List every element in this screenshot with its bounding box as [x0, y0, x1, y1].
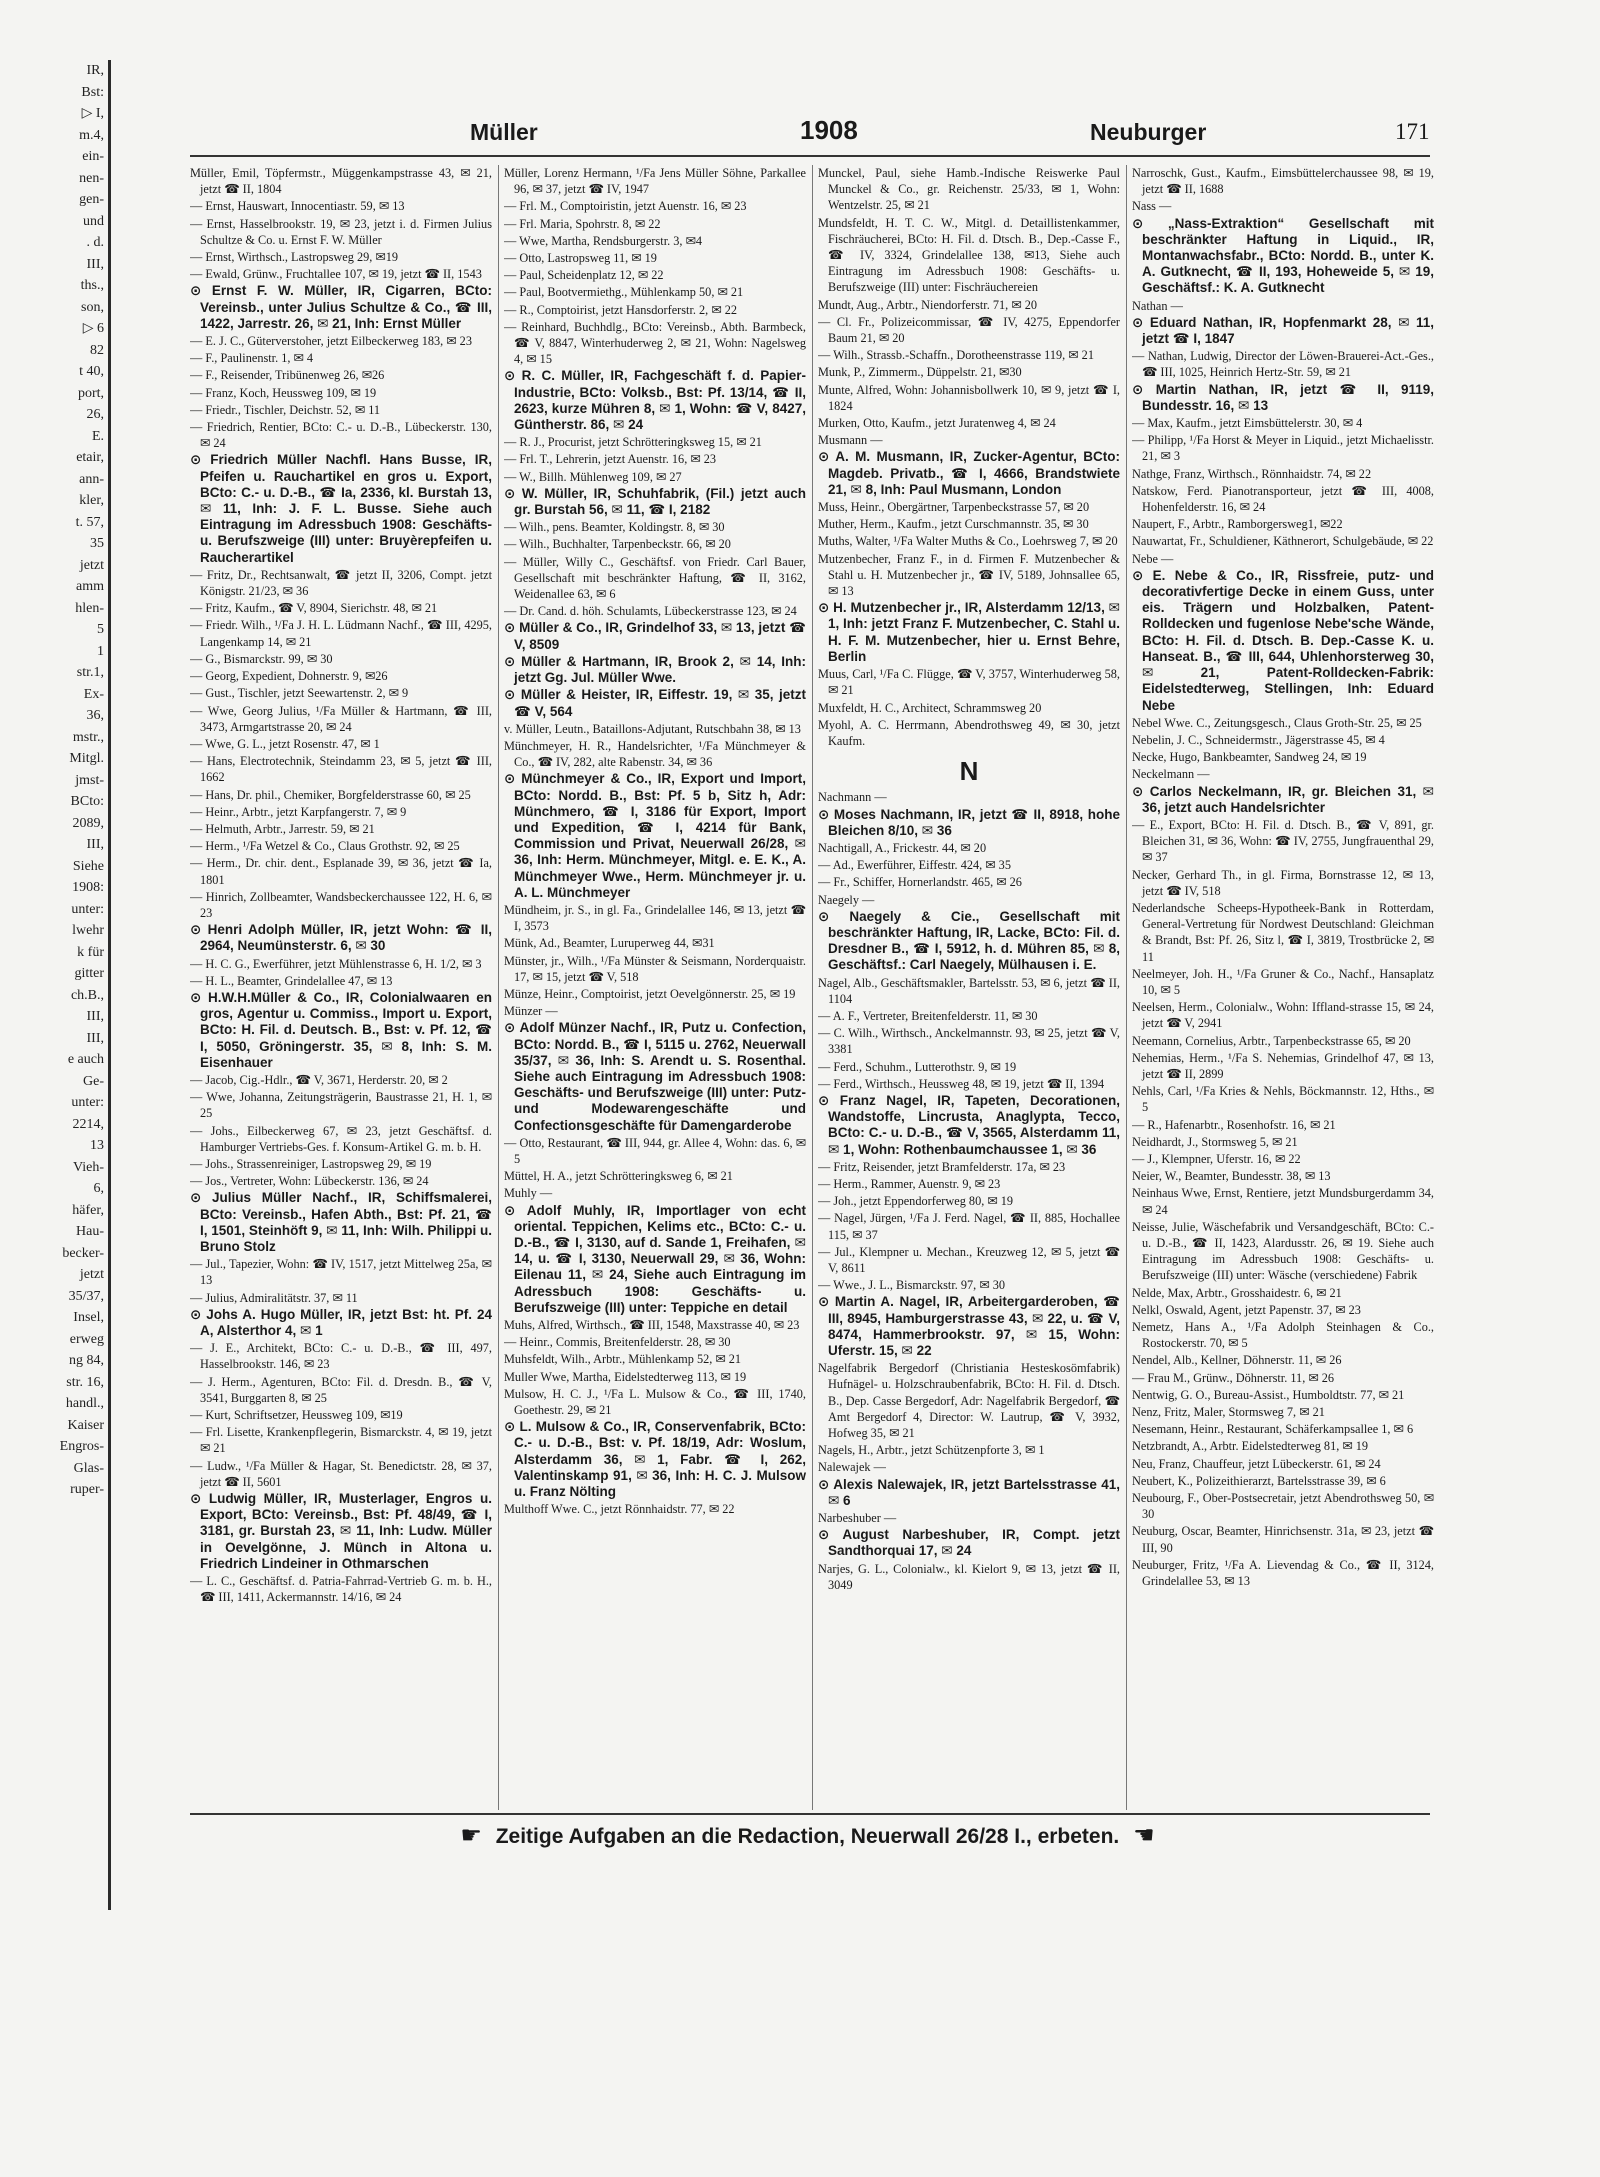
directory-entry: Netzbrandt, A., Arbtr. Eidelstedterweg 81, ✉ 19 [1132, 1439, 1369, 1454]
firm-entry: ⊙ Martin A. Nagel, IR, Arbeitergarderoben, ☎ III, 8945, Hamburgerstrasse 43, ✉ 22, u. ☎ V, 8474, Hammerbrookstr. 97, ✉ 15, Wohn: Uferstr. 15, ✉ 22 [818, 1294, 1120, 1359]
directory-entry: Nagels, H., Arbtr., jetzt Schützenpforte 3, ✉ 1 [818, 1443, 1045, 1458]
directory-entry: — Fritz, Kaufm., ☎ V, 8904, Sierichstr. 48, ✉ 21 [190, 601, 438, 616]
firm-entry: ⊙ H. Mutzenbecher jr., IR, Alsterdamm 12/13, ✉ 1, Inh: jetzt Franz F. Mutzenbecher, C. Stahl u. H. F. M. Mutzenbecher, hier u. Ernst Behre, Berlin [818, 600, 1120, 664]
header-rule [190, 155, 1430, 157]
directory-entry: — Frl. Lisette, Krankenpflegerin, Bismarckstr. 4, ✉ 19, jetzt ✉ 21 [190, 1425, 492, 1456]
margin-fragment: e auch [67, 1052, 104, 1067]
directory-entry: — Herm., Rammer, Auenstr. 9, ✉ 23 [818, 1176, 1001, 1191]
directory-entry: Neemann, Cornelius, Arbtr., Tarpenbeckstrasse 65, ✉ 20 [1132, 1033, 1411, 1048]
firm-entry: ⊙ R. C. Müller, IR, Fachgeschäft f. d. Papier-Industrie, BCto: Volksb., Bst: Pf. 13/14, ☎ II, 2623, kurze Mühren 8, ✉ 1, Wohn: ☎ V, 8427, Güntherstr. 86, ✉ 24 [504, 368, 806, 433]
firm-entry: ⊙ Eduard Nathan, IR, Hopfenmarkt 28, ✉ 11, jetzt ☎ I, 1847 [1132, 314, 1434, 347]
directory-entry: — Nagel, Jürgen, ¹/Fa J. Ferd. Nagel, ☎ II, 885, Hochallee 115, ✉ 37 [818, 1211, 1120, 1242]
directory-entry: Muther, Herm., Kaufm., jetzt Curschmannstr. 35, ✉ 30 [818, 517, 1089, 532]
margin-fragment: 1908: [72, 880, 104, 895]
directory-entry: — E. J. C., Güterverstoher, jetzt Eilbeckerweg 183, ✉ 23 [190, 334, 472, 349]
directory-entry: — Philipp, ¹/Fa Horst & Meyer in Liquid., jetzt Michaelisstr. 21, ✉ 3 [1132, 433, 1434, 464]
directory-entry: Müttel, H. A., jetzt Schrötteringksweg 6, ✉ 21 [504, 1169, 733, 1184]
header-last-entry: Neuburger [1090, 119, 1207, 145]
firm-entry: ⊙ Ernst F. W. Müller, IR, Cigarren, BCto: Vereinsb., unter Julius Schultze & Co., ☎ III, 1422, Jarrestr. 26, ✉ 21, Inh: Ernst Müller [190, 283, 492, 331]
directory-entry: Munckel, Paul, siehe Hamb.-Indische Reiswerke Paul Munckel & Co., gr. Reichenstr. 25/33, ✉ 1, Wohn: Wentzelstr. 25, ✉ 21 [818, 166, 1120, 213]
directory-entry: — J., Klempner, Uferstr. 16, ✉ 22 [1132, 1151, 1301, 1166]
directory-entry: Muus, Carl, ¹/Fa C. Flügge, ☎ V, 3757, Winterhuderweg 58, ✉ 21 [818, 667, 1120, 698]
directory-entry: Neinhaus Wwe, Ernst, Rentiere, jetzt Mundsburgerdamm 34, ✉ 24 [1132, 1186, 1434, 1217]
margin-fragment: kler, [79, 493, 104, 508]
margin-fragment: mstr., [72, 729, 104, 745]
directory-entry: Nathan — [1132, 298, 1183, 313]
directory-entry: — Heinr., Commis, Breitenfelderstr. 28, ✉ 30 [504, 1335, 731, 1350]
directory-entry: Nelde, Max, Arbtr., Grosshaidestr. 6, ✉ 21 [1132, 1285, 1342, 1300]
directory-entry: — J. Herm., Agenturen, BCto: Fil. d. Dresdn. B., ☎ V, 3541, Burggarten 8, ✉ 25 [190, 1374, 492, 1405]
directory-entry: — Jul., Klempner u. Mechan., Kreuzweg 12, ✉ 5, jetzt ☎ V, 8611 [818, 1244, 1120, 1275]
margin-fragment: 1 [97, 643, 104, 659]
margin-fragment: 35 [90, 536, 104, 551]
margin-fragment: t 40, [79, 364, 104, 379]
firm-entry: ⊙ Henri Adolph Müller, IR, jetzt Wohn: ☎ II, 2964, Neumünsterstr. 6, ✉ 30 [190, 922, 492, 954]
margin-fragment: III, [86, 1009, 104, 1024]
directory-entry: — Ferd., Schuhm., Lutterothstr. 9, ✉ 19 [818, 1059, 1017, 1074]
margin-fragment: Bst: [81, 84, 104, 100]
margin-fragment: hlen- [75, 600, 104, 616]
directory-entry: — Reinhard, Buchhdlg., BCto: Vereinsb., Abth. Barmbeck, ☎ V, 8847, Winterhuderweg 2, ✉ 21, Wohn: Nagelsweg 4, ✉ 15 [504, 319, 806, 367]
directory-entry: — W., Billh. Mühlenweg 109, ✉ 27 [504, 469, 682, 484]
directory-entry: Nelkl, Oswald, Agent, jetzt Papenstr. 37, ✉ 23 [1132, 1302, 1361, 1317]
page-number: 171 [1395, 119, 1430, 144]
directory-entry: — Max, Kaufm., jetzt Eimsbüttelerstr. 30, ✉ 4 [1132, 416, 1363, 431]
directory-entry: Nentwig, G. O., Bureau-Assist., Humboldtstr. 77, ✉ 21 [1132, 1387, 1405, 1402]
directory-entry: — F., Reisender, Tribünenweg 26, ✉26 [190, 368, 385, 383]
directory-entry: — Friedr. Wilh., ¹/Fa J. H. L. Lüdmann Nachf., ☎ III, 4295, Langenkamp 14, ✉ 21 [190, 618, 492, 649]
directory-entry: — Julius, Admiralitätstr. 37, ✉ 11 [190, 1290, 358, 1305]
directory-entry: Neckelmann — [1132, 767, 1210, 782]
firm-entry: ⊙ Franz Nagel, IR, Tapeten, Decorationen, Wandstoffe, Lincrusta, Anaglypta, Tecco, BCto: C.- u. D.-B., ☎ V, 3565, Alsterdamm 11, ✉ 1, Wohn: Rothenbaumchaussee 1, ✉ 36 [818, 1092, 1120, 1157]
margin-fragment: ein- [82, 149, 104, 164]
directory-entry: Nehemias, Herm., ¹/Fa S. Nehemias, Grindelhof 47, ✉ 13, jetzt ☎ II, 2899 [1132, 1050, 1434, 1081]
margin-fragment: Siehe [72, 858, 104, 874]
margin-fragment: jmst- [75, 772, 104, 788]
directory-entry: — Kurt, Schriftsetzer, Heussweg 109, ✉19 [190, 1408, 403, 1423]
directory-entry: — Wilh., Buchhalter, Tarpenbeckstr. 66, ✉ 20 [504, 537, 731, 552]
firm-entry: ⊙ August Narbeshuber, IR, Compt. jetzt Sandthorquai 17, ✉ 24 [818, 1527, 1120, 1559]
firm-entry: ⊙ Ludwig Müller, IR, Musterlager, Engros u. Export, BCto: Vereinsb., Bst: Pf. 48/49, ☎ I, 3181, gr. Burstah 23, ✉ 11, Inh: Ludw. Müller in Oevelgönne, J. Münch in Altona u. Friedrich Lindeiner in Othmarschen [190, 1491, 492, 1571]
directory-entry: Mulsow, H. C. J., ¹/Fa L. Mulsow & Co., ☎ III, 1740, Goethestr. 29, ✉ 21 [504, 1386, 806, 1418]
directory-entry: Neelmeyer, Joh. H., ¹/Fa Gruner & Co., Nachf., Hansaplatz 10, ✉ 5 [1132, 966, 1434, 997]
margin-fragment: III, [86, 837, 104, 852]
directory-entry: Nass — [1132, 199, 1172, 214]
directory-entry: Nebelin, J. C., Schneidermstr., Jägerstrasse 45, ✉ 4 [1132, 732, 1385, 747]
margin-fragment: son, [81, 299, 104, 315]
directory-entry: — R. J., Procurist, jetzt Schrötteringksweg 15, ✉ 21 [504, 435, 762, 450]
directory-entry: — H. L., Beamter, Grindelallee 47, ✉ 13 [190, 973, 393, 988]
margin-fragment: ng 84, [69, 1353, 104, 1368]
directory-entry: — Herm., ¹/Fa Wetzel & Co., Claus Grothstr. 92, ✉ 25 [190, 839, 460, 854]
margin-fragment: Vieh- [72, 1159, 104, 1175]
firm-entry: ⊙ Alexis Nalewajek, IR, jetzt Bartelsstrasse 41, ✉ 6 [818, 1476, 1120, 1508]
margin-fragment: ▷ I, [81, 106, 104, 121]
margin-fragment: III, [86, 1030, 104, 1046]
directory-entry: — L. C., Geschäftsf. d. Patria-Fahrrad-Vertrieb G. m. b. H., ☎ III, 1411, Ackermannstr. 14/16, ✉ 24 [190, 1574, 492, 1605]
margin-fragment: amm [76, 579, 104, 594]
directory-entry: — Ad., Ewerführer, Eiffestr. 424, ✉ 35 [818, 858, 1011, 873]
margin-fragment: E. [91, 428, 104, 444]
directory-entry: Mündheim, jr. S., in gl. Fa., Grindelallee 146, ✉ 13, jetzt ☎ I, 3573 [504, 902, 806, 934]
entry-columns [190, 165, 1434, 1810]
margin-fragment: handl., [65, 1396, 104, 1411]
directory-entry: Müller, Emil, Töpfermstr., Müggenkampstrasse 43, ✉ 21, jetzt ☎ II, 1804 [190, 166, 492, 197]
directory-entry: — Frau M., Grünw., Döhnerstr. 11, ✉ 26 [1132, 1370, 1335, 1385]
margin-fragment: str. 16, [66, 1374, 104, 1390]
directory-entry: — Friedrich, Rentier, BCto: C.- u. D.-B., Lübeckerstr. 130, ✉ 24 [190, 420, 492, 451]
margin-fragment: ch.B., [70, 987, 104, 1003]
directory-entry: Mundsfeldt, H. T. C. W., Mitgl. d. Detaillistenkammer, Fischräucherei, BCto: H. Fil. d. Dtsch. B., Dep.-Casse F., ☎ IV, 3324, Grindelallee 138, ✉13, Siehe auch Eintragung im Adressbuch 1908: Geschäfts- u. Berufszweige (III) unter: Fischräuchereien [818, 215, 1120, 295]
margin-fragment: ann- [79, 471, 104, 487]
directory-entry: — Wilh., pens. Beamter, Koldingstr. 8, ✉ 30 [504, 520, 725, 535]
firm-entry: ⊙ Moses Nachmann, IR, jetzt ☎ II, 8918, hohe Bleichen 8/10, ✉ 36 [818, 806, 1120, 838]
directory-entry: — Gust., Tischler, jetzt Seewartenstr. 2, ✉ 9 [190, 686, 409, 701]
directory-entry: — Jacob, Cig.-Hdlr., ☎ V, 3671, Herderstr. 20, ✉ 2 [190, 1072, 448, 1087]
firm-entry: ⊙ Martin Nathan, IR, jetzt ☎ II, 9119, Bundesstr. 16, ✉ 13 [1132, 381, 1434, 413]
directory-entry: Naupert, F., Arbtr., Ramborgersweg1, ✉22 [1132, 517, 1343, 532]
directory-entry: Nesemann, Heinr., Restaurant, Schäferkampsallee 1, ✉ 6 [1132, 1422, 1414, 1437]
directory-entry: Nederlandsche Scheeps-Hypotheek-Bank in Rotterdam, General-Vertretung für Nordwest Deutschland: Gleichman & Brandt, Bst: Pf. 26, Sitz l, ☎ I, 3819, Trostbrücke 2, ✉ 11 [1132, 900, 1434, 964]
firm-entry: ⊙ Müller & Hartmann, IR, Brook 2, ✉ 14, Inh: jetzt Gg. Jul. Müller Wwe. [504, 653, 806, 686]
margin-fragment: BCto: [70, 794, 104, 809]
margin-fragment: Hau- [76, 1224, 104, 1239]
margin-fragment: etair, [76, 450, 104, 465]
running-head [180, 113, 1435, 153]
column-4 [1132, 165, 1434, 1810]
column-divider [498, 165, 499, 1810]
firm-entry: ⊙ Müller & Co., IR, Grindelhof 33, ✉ 13, jetzt ☎ V, 8509 [504, 620, 806, 652]
directory-entry: Nemetz, Hans A., ¹/Fa Adolph Steinhagen & Co., Rostockerstr. 70, ✉ 5 [1132, 1320, 1434, 1351]
firm-entry: ⊙ L. Mulsow & Co., IR, Conservenfabrik, BCto: C.- u. D.-B., Bst: v. Pf. 18/19, Adr: Woslum, Alsterdamm 36, ✉ 1, Fabr. ☎ I, 262, Valentinskamp 91, ✉ 36, Inh: H. C. J. Mulsow u. Franz Nölting [504, 1419, 806, 1500]
directory-entry: — Hans, Dr. phil., Chemiker, Borgfelderstrasse 60, ✉ 25 [190, 787, 471, 802]
firm-entry: ⊙ Adolf Muhly, IR, Importlager von echt oriental. Teppichen, Kelims etc., BCto: C.- u. D.-B., ☎ I, 3130, auf d. Sande 1, Freihafen, ✉ 14, u. ☎ I, 3130, Neuerwall 29, ✉ 36, Wohn: Eilenau 11, ✉ 24, Siehe auch Eintragung im Adressbuch 1908: Geschäfts- u. Berufszweige (III) unter: Teppiche en detail [504, 1202, 806, 1315]
directory-entry: — C. Wilh., Wirthsch., Anckelmannstr. 93, ✉ 25, jetzt ☎ V, 3381 [818, 1026, 1120, 1057]
directory-entry: — Johs., Strassenreiniger, Lastropsweg 29, ✉ 19 [190, 1156, 432, 1171]
footer-text: Zeitige Aufgaben an die Redaction, Neuerwall 26/28 I., erbeten. [495, 1825, 1120, 1848]
directory-entry: Nachmann — [818, 790, 887, 805]
directory-entry: — Franz, Koch, Heussweg 109, ✉ 19 [190, 385, 377, 400]
margin-fragment: 2214, [72, 1116, 104, 1132]
margin-fragment: Mitgl. [69, 751, 104, 766]
directory-entry: — Paul, Scheidenplatz 12, ✉ 22 [504, 268, 664, 283]
directory-entry: — F., Paulinenstr. 1, ✉ 4 [190, 351, 314, 366]
margin-fragment: Kaiser [67, 1417, 104, 1433]
margin-fragment: ▷ 6 [82, 321, 104, 336]
firm-entry: ⊙ H.W.H.Müller & Co., IR, Colonialwaaren en gros, Agentur u. Commiss., Import u. Export, BCto: H. Fil. d. Deutsch. B., Bst: v. Pf. 12, ☎ I, 5050, Gröningerstr. 35, ✉ 8, Inh: S. M. Eisenhauer [190, 989, 492, 1070]
directory-entry: Mutzenbecher, Franz F., in d. Firmen F. Mutzenbecher & Stahl u. H. Mutzenbecher jr., ☎ IV, 5189, Johnsallee 65, ✉ 13 [818, 551, 1120, 599]
margin-fragment: Engros- [59, 1439, 104, 1454]
margin-fragment: gitter [74, 966, 104, 981]
directory-entry: — Jul., Tapezier, Wohn: ☎ IV, 1517, jetzt Mittelweg 25a, ✉ 13 [190, 1257, 492, 1288]
column-3 [818, 165, 1120, 1810]
margin-fragment: häfer, [72, 1202, 104, 1218]
directory-entry: — Ferd., Wirthsch., Heussweg 48, ✉ 19, jetzt ☎ II, 1394 [818, 1076, 1105, 1091]
pointing-hand-icon: ☚ [1133, 1822, 1155, 1849]
directory-entry: Murken, Otto, Kaufm., jetzt Juratenweg 4, ✉ 24 [818, 416, 1056, 431]
margin-fragment: 2089, [72, 815, 104, 831]
firm-entry: ⊙ Carlos Neckelmann, IR, gr. Bleichen 31, ✉ 36, jetzt auch Handelsrichter [1132, 783, 1434, 815]
header-year: 1908 [800, 115, 858, 145]
directory-entry: — Wwe, Martha, Rendsburgerstr. 3, ✉4 [504, 233, 703, 248]
directory-entry: — Wwe, Georg Julius, ¹/Fa Müller & Hartmann, ☎ III, 3473, Armgartstrasse 20, ✉ 24 [190, 703, 492, 734]
directory-entry: — Ernst, Hauswart, Innocentiastr. 59, ✉ 13 [190, 199, 405, 214]
directory-entry: Nagelfabrik Bergedorf (Christiania Hesteskosömfabrik) Hufnägel- u. Holzschraubenfabrik, BCto: H. Fil. d. Dtsch. B., Dep. Casse Bergedorf, Adr: Nagelfabrik Bergedorf, ☎ Amt Bergedorf 4, Director: W. Lautrup, ☎ V, 3932, Hofweg 35, ✉ 21 [818, 1361, 1120, 1441]
column-2 [504, 165, 806, 1810]
firm-entry: ⊙ A. M. Musmann, IR, Zucker-Agentur, BCto: Magdeb. Privatb., ☎ I, 4666, Brandstwiete 21, ✉ 8, Inh: Paul Musmann, London [818, 449, 1120, 497]
directory-entry: Münk, Ad., Beamter, Luruperweg 44, ✉31 [504, 936, 715, 951]
margin-fragment: Insel, [73, 1310, 104, 1325]
directory-entry: Münzer — [504, 1004, 558, 1019]
directory-entry: — Fritz, Dr., Rechtsanwalt, ☎ jetzt II, 3206, Compt. jetzt Königstr. 21/23, ✉ 36 [190, 567, 492, 599]
firm-entry: ⊙ E. Nebe & Co., IR, Rissfreie, putz- und decorativfertige Decke in einem Guss, unter eis. Trägern und Holzbalken, Patent-Rolldecken und fugenlose Nebe'sche Wände, BCto: H. Fil. d. Dtsch. B. Dep.-Casse K. u. Hanseat. B., ☎ III, 644, Uhlenhorsterweg 30, ✉ 21, Patent-Rolldecken-Fabrik: Eidelstedterweg, Stellingen, Inh: Eduard Nebe [1132, 567, 1434, 713]
firm-entry: ⊙ Müller & Heister, IR, Eiffestr. 19, ✉ 35, jetzt ☎ V, 564 [504, 687, 806, 719]
margin-fragment: m.4, [79, 127, 104, 143]
directory-entry: Munk, P., Zimmerm., Düppelstr. 21, ✉30 [818, 365, 1022, 380]
directory-entry: — H. C. G., Ewerführer, jetzt Mühlenstrasse 6, H. 1/2, ✉ 3 [190, 956, 482, 971]
directory-entry: Muller Wwe, Martha, Eidelstedterweg 113, ✉ 19 [504, 1369, 747, 1384]
firm-entry: ⊙ „Nass-Extraktion“ Gesellschaft mit beschränkter Haftung in Liquid., IR, Montanwachsfabr., BCto: Nordd. B., unter K. A. Gutknecht, ☎ II, 193, Hoheweide 5, ✉ 19, Geschäftsf.: K. A. Gutknecht [1132, 215, 1434, 296]
directory-entry: — Ewald, Grünw., Fruchtallee 107, ✉ 19, jetzt ☎ II, 1543 [190, 267, 482, 282]
directory-entry: Muhly — [504, 1186, 553, 1201]
header-first-entry: Müller [470, 119, 538, 145]
margin-fragment: t. 57, [75, 514, 104, 530]
directory-entry: Muss, Heinr., Obergärtner, Tarpenbeckstrasse 57, ✉ 20 [818, 500, 1090, 515]
margin-fragment: 36, [86, 708, 104, 723]
directory-entry: — J. E., Architekt, BCto: C.- u. D.-B., ☎ III, 497, Hasselbrookstr. 146, ✉ 23 [190, 1341, 492, 1372]
section-letter: N [959, 756, 979, 787]
directory-entry: v. Müller, Leutn., Bataillons-Adjutant, Rutschbahn 38, ✉ 13 [504, 721, 801, 736]
directory-entry: — Otto, Restaurant, ☎ III, 944, gr. Allee 4, Wohn: das. 6, ✉ 5 [504, 1135, 806, 1166]
footer-rule [190, 1813, 1430, 1815]
directory-entry: — Friedr., Tischler, Deichstr. 52, ✉ 11 [190, 402, 381, 417]
directory-entry: Narroschk, Gust., Kaufm., Eimsbüttelerchaussee 98, ✉ 19, jetzt ☎ II, 1688 [1132, 166, 1434, 197]
margin-fragment: . d. [86, 235, 104, 250]
directory-entry: — Hans, Electrotechnik, Steindamm 23, ✉ 5, jetzt ☎ III, 1662 [190, 754, 492, 785]
directory-entry: Necker, Gerhard Th., in gl. Firma, Bornstrasse 12, ✉ 13, jetzt ☎ IV, 518 [1132, 867, 1434, 898]
directory-entry: — Nathan, Ludwig, Director der Löwen-Brauerei-Act.-Ges., ☎ III, 1025, Heinrich Hertz-Str. 59, ✉ 21 [1132, 349, 1434, 380]
firm-entry: ⊙ Münchmeyer & Co., IR, Export und Import, BCto: Nordd. B., Bst: Pf. 5 b, Sitz h, Adr: Münchmero, ☎ I, 3186 für Export, Import und Expedition, ☎ I, 4214 für Bank, Commission und Privat, Neuerwall 26/28, ✉ 36, Inh: Herm. Münchmeyer, Mitgl. e. E. K., A. Münchmeyer Wwe., Herm. Münchmeyer jr. u. A. L. Münchmeyer [504, 771, 806, 900]
directory-entry: — Fritz, Reisender, jetzt Bramfelderstr. 17a, ✉ 23 [818, 1159, 1066, 1174]
directory-entry: — Wilh., Strassb.-Schaffn., Dorotheenstrasse 119, ✉ 21 [818, 348, 1094, 363]
directory-entry: Nagel, Alb., Geschäftsmakler, Bartelsstr. 53, ✉ 6, jetzt ☎ II, 1104 [818, 975, 1120, 1006]
margin-fragment: 5 [97, 622, 104, 637]
footer-notice [180, 1821, 1435, 1850]
gutter-shadow [108, 60, 111, 1910]
directory-entry: — R., Hafenarbtr., Rosenhofstr. 16, ✉ 21 [1132, 1117, 1336, 1132]
directory-entry: — Frl. Maria, Spohrstr. 8, ✉ 22 [504, 216, 661, 231]
directory-entry: — Herm., Dr. chir. dent., Esplanade 39, ✉ 36, jetzt ☎ Ia, 1801 [190, 856, 492, 887]
directory-entry: Neisse, Julie, Wäschefabrik und Versandgeschäft, BCto: C.- u. D.-B., ☎ II, 1423, Alardusstr. 26, ✉ 19. Siehe auch Eintragung im Adressbuch 1908: Geschäfts- u. Berufszweige (III) unter: Wäsche (verschiedene) Fabrik [1132, 1219, 1434, 1283]
firm-entry: ⊙ Naegely & Cie., Gesellschaft mit beschränkter Haftung, IR, Lacke, BCto: Fil. d. Dresdner B., ☎ I, 5912, h. d. Mühren 85, ✉ 8, Geschäftsf.: Carl Naegely, Mülhausen i. E. [818, 908, 1120, 973]
firm-entry: ⊙ Johs A. Hugo Müller, IR, jetzt Bst: ht. Pf. 24 A, Alsterthor 4, ✉ 1 [190, 1306, 492, 1339]
directory-entry: — R., Comptoirist, jetzt Hansdorferstr. 2, ✉ 22 [504, 302, 737, 317]
margin-fragment: 26, [86, 407, 104, 422]
directory-entry: — E., Export, BCto: H. Fil. d. Dtsch. B., ☎ V, 891, gr. Bleichen 31, ✉ 36, Wohn: ☎ IV, 2755, Jungfrauenthal 29, ✉ 37 [1132, 817, 1434, 865]
directory-entry: — Wwe., J. L., Bismarckstr. 97, ✉ 30 [818, 1278, 1005, 1293]
directory-entry: Nehls, Carl, ¹/Fa Kries & Nehls, Böckmannstr. 12, Hths., ✉ 5 [1132, 1084, 1434, 1115]
margin-fragment: port, [77, 385, 104, 401]
margin-fragment: und [83, 213, 104, 229]
margin-fragment: Glas- [73, 1460, 104, 1476]
directory-entry: Mundt, Aug., Arbtr., Niendorferstr. 71, ✉ 20 [818, 297, 1037, 312]
firm-entry: ⊙ Adolf Münzer Nachf., IR, Putz u. Confection, BCto: Nordd. B., ☎ I, 5115 u. 2762, Neuerwall 35/37, ✉ 36, Inh: S. Arendt u. S. Rosenthal. Siehe auch Eintragung im Adressbuch 1908: Geschäfts- und Berufszweige (III) unter: Putz- und Modewarengeschäfte und Confectionsgeschäfte für Damengarderobe [504, 1020, 806, 1133]
directory-entry: Münze, Heinr., Comptoirist, jetzt Oevelgönnerstr. 25, ✉ 19 [504, 986, 796, 1001]
directory-entry: Nauwartat, Fr., Schuldiener, Käthnerort, Schulgebäude, ✉ 22 [1132, 534, 1434, 549]
directory-entry: — Frl. M., Comptoiristin, jetzt Auenstr. 16, ✉ 23 [504, 199, 747, 214]
directory-entry: Musmann — [818, 433, 883, 448]
directory-entry: — Fr., Schiffer, Hornerlandstr. 465, ✉ 26 [818, 875, 1022, 890]
margin-fragment: 82 [90, 342, 104, 358]
margin-fragment: IR, [86, 63, 104, 78]
margin-fragment: k für [77, 944, 104, 960]
directory-page [180, 95, 1435, 1995]
column-divider [1126, 165, 1127, 1810]
directory-entry: — Wwe, Johanna, Zeitungsträgerin, Baustrasse 21, H. 1, ✉ 25 [190, 1090, 492, 1121]
directory-entry: — Hinrich, Zollbeamter, Wandsbeckerchaussee 122, H. 6, ✉ 23 [190, 889, 492, 920]
margin-fragment: 6, [93, 1181, 104, 1196]
firm-entry: ⊙ W. Müller, IR, Schuhfabrik, (Fil.) jetzt auch gr. Burstah 56, ✉ 11, ☎ I, 2182 [504, 485, 806, 518]
directory-entry: Nalewajek — [818, 1460, 886, 1475]
directory-entry: — Ernst, Wirthsch., Lastropsweg 29, ✉19 [190, 250, 399, 265]
directory-entry: — Joh., jetzt Eppendorferweg 80, ✉ 19 [818, 1194, 1014, 1209]
directory-entry: Multhoff Wwe. C., jetzt Rönnhaidstr. 77, ✉ 22 [504, 1502, 735, 1517]
directory-entry: Muths, Walter, ¹/Fa Walter Muths & Co., Loehrsweg 7, ✉ 20 [818, 534, 1118, 549]
column-1 [190, 165, 492, 1810]
margin-fragment: 35/37, [68, 1288, 104, 1304]
directory-entry: Neuburg, Oscar, Beamter, Hinrichsenstr. 31a, ✉ 23, jetzt ☎ III, 90 [1132, 1524, 1434, 1555]
directory-entry: — Paul, Bootvermiethg., Mühlenkamp 50, ✉ 21 [504, 285, 744, 300]
directory-entry: — G., Bismarckstr. 99, ✉ 30 [190, 651, 333, 666]
directory-entry: — Müller, Willy C., Geschäftsf. von Friedr. Carl Bauer, Gesellschaft mit beschränkter Haftung, ☎ II, 3162, Weidenallee 63, ✉ 6 [504, 554, 806, 602]
directory-entry: Muhsfeldt, Wilh., Arbtr., Mühlenkamp 52, ✉ 21 [504, 1352, 742, 1367]
directory-entry: Muhs, Alfred, Wirthsch., ☎ III, 1548, Maxstrasse 40, ✉ 23 [504, 1318, 800, 1333]
directory-entry: — Wwe, G. L., jetzt Rosenstr. 47, ✉ 1 [190, 736, 380, 751]
directory-entry: — Johs., Eilbeckerweg 67, ✉ 23, jetzt Geschäftsf. d. Hamburger Vertriebs-Ges. f. Konsum-Artikel G. m. b. H. [190, 1123, 492, 1154]
directory-entry: Neelsen, Herm., Colonialw., Wohn: Iffland-strasse 15, ✉ 24, jetzt ☎ V, 2941 [1132, 1000, 1434, 1031]
directory-entry: Neu, Franz, Chauffeur, jetzt Lübeckerstr. 61, ✉ 24 [1132, 1456, 1381, 1471]
directory-entry: Muxfeldt, H. C., Architect, Schrammsweg 20 [818, 700, 1042, 715]
directory-entry: Narbeshuber — [818, 1511, 897, 1526]
margin-fragment: unter: [71, 901, 104, 917]
margin-fragment: jetzt [79, 557, 104, 573]
margin-fragment: Ex- [83, 686, 104, 702]
directory-entry: Necke, Hugo, Bankbeamter, Sandweg 24, ✉ 19 [1132, 750, 1367, 765]
directory-entry: Myohl, A. C. Herrmann, Abendrothsweg 49, ✉ 30, jetzt Kaufm. [818, 717, 1120, 748]
margin-fragment: ruper- [70, 1482, 104, 1497]
directory-entry: — Dr. Cand. d. höh. Schulamts, Lübeckerstrasse 123, ✉ 24 [504, 604, 797, 619]
margin-fragment: Ge- [83, 1073, 104, 1089]
margin-fragment: III, [86, 256, 104, 272]
directory-entry: — Ludw., ¹/Fa Müller & Hagar, St. Benedictstr. 28, ✉ 37, jetzt ☎ II, 5601 [190, 1458, 492, 1489]
directory-entry: Münchmeyer, H. R., Handelsrichter, ¹/Fa Münchmeyer & Co., ☎ IV, 282, alte Rabenstr. 34, ✉ 36 [504, 738, 806, 770]
directory-entry: — Cl. Fr., Polizeicommissar, ☎ IV, 4275, Eppendorfer Baum 21, ✉ 20 [818, 314, 1120, 346]
left-margin-bleed [0, 60, 110, 1910]
margin-fragment: nen- [79, 170, 104, 186]
directory-entry: — Heinr., Arbtr., jetzt Karpfangerstr. 7, ✉ 9 [190, 804, 407, 819]
directory-entry: Münster, jr., Wilh., ¹/Fa Münster & Seismann, Norderquaistr. 17, ✉ 15, jetzt ☎ V, 518 [504, 953, 806, 984]
margin-fragment: unter: [71, 1095, 104, 1110]
directory-entry: Nebe — [1132, 551, 1174, 566]
directory-entry: — Helmuth, Arbtr., Jarrestr. 59, ✉ 21 [190, 821, 375, 836]
directory-entry: — Jos., Vertreter, Wohn: Lübeckerstr. 136, ✉ 24 [190, 1174, 429, 1189]
directory-entry: Nenz, Fritz, Maler, Stormsweg 7, ✉ 21 [1132, 1405, 1325, 1420]
directory-entry: Nachtigall, A., Frickestr. 44, ✉ 20 [818, 840, 987, 855]
directory-entry: Nebel Wwe. C., Zeitungsgesch., Claus Groth-Str. 25, ✉ 25 [1132, 715, 1422, 730]
directory-entry: Neubert, K., Polizeithierarzt, Bartelsstrasse 39, ✉ 6 [1132, 1473, 1386, 1488]
margin-fragment: becker- [62, 1245, 104, 1261]
directory-entry: — A. F., Vertreter, Breitenfelderstr. 11, ✉ 30 [818, 1008, 1038, 1023]
directory-entry: — Ernst, Hasselbrookstr. 19, ✉ 23, jetzt i. d. Firmen Julius Schultze & Co. u. Ernst F. W. Müller [190, 216, 492, 247]
margin-fragment: erweg [69, 1331, 104, 1347]
directory-entry: Natskow, Ferd. Pianotransporteur, jetzt ☎ III, 4008, Hohenfelderstr. 16, ✉ 24 [1132, 483, 1434, 515]
directory-entry: Neubourg, F., Ober-Postsecretair, jetzt Abendrothsweg 50, ✉ 30 [1132, 1491, 1434, 1522]
margin-fragment: str.1, [76, 665, 104, 680]
directory-entry: Neier, W., Beamter, Bundesstr. 38, ✉ 13 [1132, 1169, 1331, 1184]
column-divider [812, 165, 813, 1810]
margin-fragment: jetzt [79, 1267, 104, 1282]
pointing-hand-icon: ☛ [460, 1822, 482, 1849]
directory-entry: Munte, Alfred, Wohn: Johannisbollwerk 10, ✉ 9, jetzt ☎ I, 1824 [818, 382, 1120, 413]
directory-entry: — Otto, Lastropsweg 11, ✉ 19 [504, 251, 657, 266]
margin-fragment: lwehr [72, 923, 104, 938]
margin-fragment: gen- [79, 192, 104, 207]
directory-entry: Nendel, Alb., Kellner, Döhnerstr. 11, ✉ 26 [1132, 1353, 1342, 1368]
directory-entry: Narjes, G. L., Colonialw., kl. Kielort 9, ✉ 13, jetzt ☎ II, 3049 [818, 1561, 1120, 1592]
margin-fragment: ths., [80, 278, 104, 293]
directory-entry: Nathge, Franz, Wirthsch., Rönnhaidstr. 74, ✉ 22 [1132, 466, 1372, 481]
firm-entry: ⊙ Julius Müller Nachf., IR, Schiffsmalerei, BCto: Vereinsb., Hafen Abth., Bst: Pf. 21, ☎ I, 1501, Steinhöft 9, ✉ 11, Inh: Wilh. Philippi u. Bruno Stolz [190, 1190, 492, 1254]
firm-entry: ⊙ Friedrich Müller Nachfl. Hans Busse, IR, Pfeifen u. Rauchartikel en gros u. Export, BCto: C.- u. D.-B., ☎ Ia, 2336, kl. Burstah 13, ✉ 11, Inh: J. F. L. Busse. Siehe auch Eintragung im Adressbuch 1908: Geschäfts- u. Berufszweige (III) unter: Bruyèrepfeifen u. Raucherartikel [190, 452, 492, 565]
directory-entry: Neidhardt, J., Stormsweg 5, ✉ 21 [1132, 1134, 1298, 1149]
directory-entry: Naegely — [818, 892, 875, 907]
directory-entry: Müller, Lorenz Hermann, ¹/Fa Jens Müller Söhne, Parkallee 96, ✉ 37, jetzt ☎ IV, 1947 [504, 166, 806, 197]
directory-entry: — Georg, Expedient, Dohnerstr. 9, ✉26 [190, 669, 388, 684]
margin-fragment: 13 [90, 1138, 104, 1153]
directory-entry: Neuburger, Fritz, ¹/Fa A. Lievendag & Co., ☎ II, 3124, Grindelallee 53, ✉ 13 [1132, 1557, 1434, 1589]
directory-entry: — Frl. T., Lehrerin, jetzt Auenstr. 16, ✉ 23 [504, 452, 717, 467]
